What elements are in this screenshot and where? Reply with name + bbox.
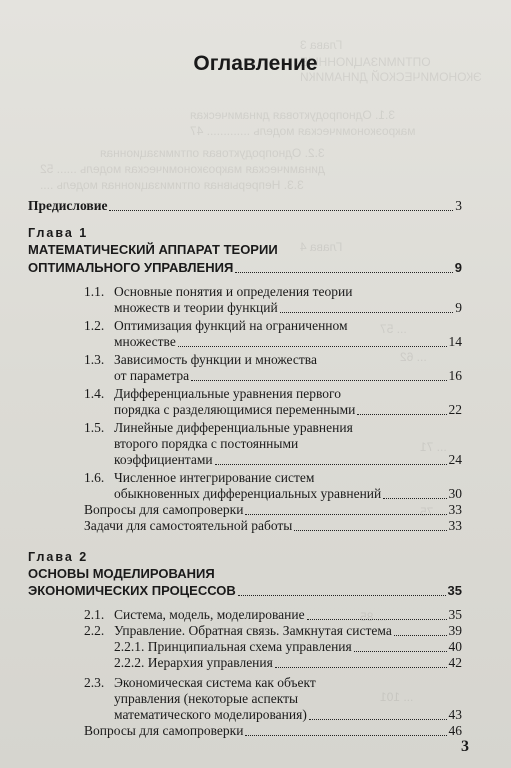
questions-page: 46 [448, 723, 462, 738]
chapter1-title-line2: ОПТИМАЛЬНОГО УПРАВЛЕНИЯ [28, 260, 234, 275]
section-page: 43 [448, 707, 462, 722]
section-number: 1.3. [84, 352, 105, 367]
chapter1-title: МАТЕМАТИЧЕСКИЙ АППАРАТ ТЕОРИИ [28, 242, 278, 257]
section-title-cont: от параметра [114, 368, 190, 383]
toc-entry-1-2[interactable] [84, 318, 348, 334]
section-number: 2.1. [84, 607, 105, 622]
dot-leader [309, 719, 447, 720]
toc-entry-1-6-line2[interactable] [114, 486, 462, 502]
section-title: Зависимость функции и множества [114, 352, 317, 367]
section-title: Линейные дифференциальные уравнения [114, 420, 353, 435]
section-title: Управление. Обратная связь. Замкнутая система [114, 623, 392, 638]
dot-leader [280, 312, 454, 313]
dot-leader [191, 380, 446, 381]
section-number: 2.2.2. [114, 655, 145, 670]
section-page: 9 [455, 300, 462, 315]
book-page: Глава 3 ОПТИМИЗАЦИОННЫЕ ЭКОНОМИЧЕСКОЙ ДИНАМИКИ 3.1. Однопродуктовая динамическая макроэкономическая модель ............. 47 3.2. Однопродуктовая оптимизационная динамическая макроэкономическая модель ...... 52 3.3. Непрерывная оптимизационная модель .... Глава 4 ... 57 ... 62 ... 71 ... 75 ... 85 ... 101 Оглавление Предисловие 3 Глава 1 МАТЕМАТИЧЕСКИЙ АППАРАТ ТЕОРИИ ОПТИМАЛЬНОГО УПРАВЛЕНИЯ 9 1.1. Основные понятия и определения теории множеств и теории функций 9 1.2. Оптимизация функций на ограниченном множестве 14 1.3. Зависимость функции и множества от параметра 16 1.4. Дифференциальные уравнения первого порядка с разделяющимися переменными 22 1.5. Линейные дифференциальные уравнения второго порядка с постоянными коэффициентами 24 1.6. Численное интегрирование систем обыкновенных дифференциальных уравнений 30 Вопросы для самопроверки 33 Задачи для самостоятельной работы 33 Глава 2 ОСНОВЫ МОДЕЛИРОВАНИЯ ЭКОНОМИЧЕСКИХ ПРОЦЕССОВ 35 2.1. Система, модель, моделирование 35 2.2. Управление. Обратная связь. Замкнутая система 39 2.2.1. Принципиальная схема управления 40 2.2.2. Иерархия управления 42 2.3. Экономическая система как объект управления (некоторые аспекты математического моделирования) 43 Вопросы для самопроверки 46 3 [0, 0, 511, 768]
section-page: 30 [448, 486, 462, 501]
questions-page: 33 [448, 502, 462, 517]
section-page: 39 [448, 623, 462, 638]
questions-label: Вопросы для самопроверки [84, 502, 244, 517]
section-page: 40 [448, 639, 462, 654]
section-title: Основные понятия и определения теории [114, 284, 353, 299]
section-title: Иерархия управления [147, 655, 273, 670]
toc-entry-1-6[interactable] [84, 470, 314, 486]
section-title: Принципиальная схема управления [147, 639, 352, 654]
toc-entry-1-5-line2: второго порядка с постоянными [114, 436, 299, 451]
toc-entry-questions-1[interactable] [84, 502, 462, 518]
toc-entry-1-5-line3[interactable] [114, 452, 462, 468]
toc-entry-1-3-line2[interactable] [114, 368, 462, 384]
section-number: 2.3. [84, 675, 105, 690]
chapter1-page: 9 [454, 260, 462, 275]
section-number: 1.5. [84, 420, 105, 435]
toc-entry-2-2[interactable] [84, 623, 462, 639]
dot-leader [238, 595, 446, 596]
toc-entry-1-3[interactable] [84, 352, 317, 368]
section-number: 2.2.1. [114, 639, 145, 654]
dot-leader [275, 667, 447, 668]
section-number: 1.2. [84, 318, 105, 333]
section-title: Система, модель, моделирование [114, 607, 305, 622]
dot-leader [178, 346, 447, 347]
chapter1-label: Глава 1 [28, 226, 89, 240]
section-title-cont: обыкновенных дифференциальных уравнений [114, 486, 382, 501]
section-number: 1.1. [84, 284, 105, 299]
tasks-label: Задачи для самостоятельной работы [84, 518, 293, 533]
section-page: 42 [448, 655, 462, 670]
dot-leader [394, 635, 447, 636]
toc-entry-chapter2[interactable] [28, 583, 462, 599]
toc-entry-1-5[interactable] [84, 420, 353, 436]
section-title: Дифференциальные уравнения первого [114, 386, 341, 401]
page-number: 3 [461, 738, 469, 755]
tasks-page: 33 [448, 518, 462, 533]
chapter2-label: Глава 2 [28, 550, 89, 564]
section-title: Оптимизация функций на ограниченном [114, 318, 348, 333]
dot-leader [235, 272, 452, 273]
section-page: 14 [448, 334, 462, 349]
toc-entry-1-4-line2[interactable] [114, 402, 462, 418]
chapter2-page: 35 [447, 583, 462, 598]
dot-leader [245, 514, 446, 515]
section-number: 1.6. [84, 470, 105, 485]
section-title-cont: математического моделирования) [114, 707, 307, 722]
toc-entry-1-2-line2[interactable] [114, 334, 462, 350]
section-title-cont: коэффициентами [114, 452, 213, 467]
section-number: 1.4. [84, 386, 105, 401]
toc-entry-1-1-line2[interactable] [114, 300, 462, 316]
dot-leader [383, 498, 446, 499]
dot-leader [245, 735, 446, 736]
section-title: Экономическая система как объект [114, 675, 316, 690]
chapter2-title-line2: ЭКОНОМИЧЕСКИХ ПРОЦЕССОВ [28, 583, 236, 598]
section-page: 24 [448, 452, 462, 467]
toc-entry-preface[interactable] [28, 198, 462, 214]
toc-entry-1-4[interactable] [84, 386, 341, 402]
preface-label: Предисловие [28, 198, 108, 213]
toc-entry-2-3-line3[interactable] [114, 707, 462, 723]
dot-leader [109, 210, 453, 211]
toc-entry-2-1[interactable] [84, 607, 462, 623]
dot-leader [307, 619, 447, 620]
section-page: 35 [448, 607, 462, 622]
toc-entry-2-2-1[interactable] [114, 639, 462, 655]
section-page: 22 [448, 402, 462, 417]
dot-leader [294, 530, 446, 531]
toc-entry-2-2-2[interactable] [114, 655, 462, 671]
toc-entry-2-3[interactable] [84, 675, 316, 691]
dot-leader [215, 464, 447, 465]
section-title-cont: множеств и теории функций [114, 300, 278, 315]
toc-entry-2-3-line2: управления (некоторые аспекты [114, 691, 299, 706]
toc-entry-1-1[interactable] [84, 284, 352, 300]
preface-page: 3 [455, 198, 462, 213]
section-title-cont: порядка с разделяющимися переменными [114, 402, 356, 417]
dot-leader [357, 414, 446, 415]
chapter2-title: ОСНОВЫ МОДЕЛИРОВАНИЯ [28, 566, 215, 581]
dot-leader [354, 651, 447, 652]
questions-label: Вопросы для самопроверки [84, 723, 244, 738]
toc-entry-tasks-1[interactable] [84, 518, 462, 534]
page-title: Оглавление [193, 52, 318, 75]
section-title-cont: множестве [114, 334, 176, 349]
section-number: 2.2. [84, 623, 105, 638]
section-title: Численное интегрирование систем [114, 470, 315, 485]
section-page: 16 [448, 368, 462, 383]
toc-entry-chapter1[interactable] [28, 260, 462, 276]
toc-entry-questions-2[interactable] [84, 723, 462, 739]
